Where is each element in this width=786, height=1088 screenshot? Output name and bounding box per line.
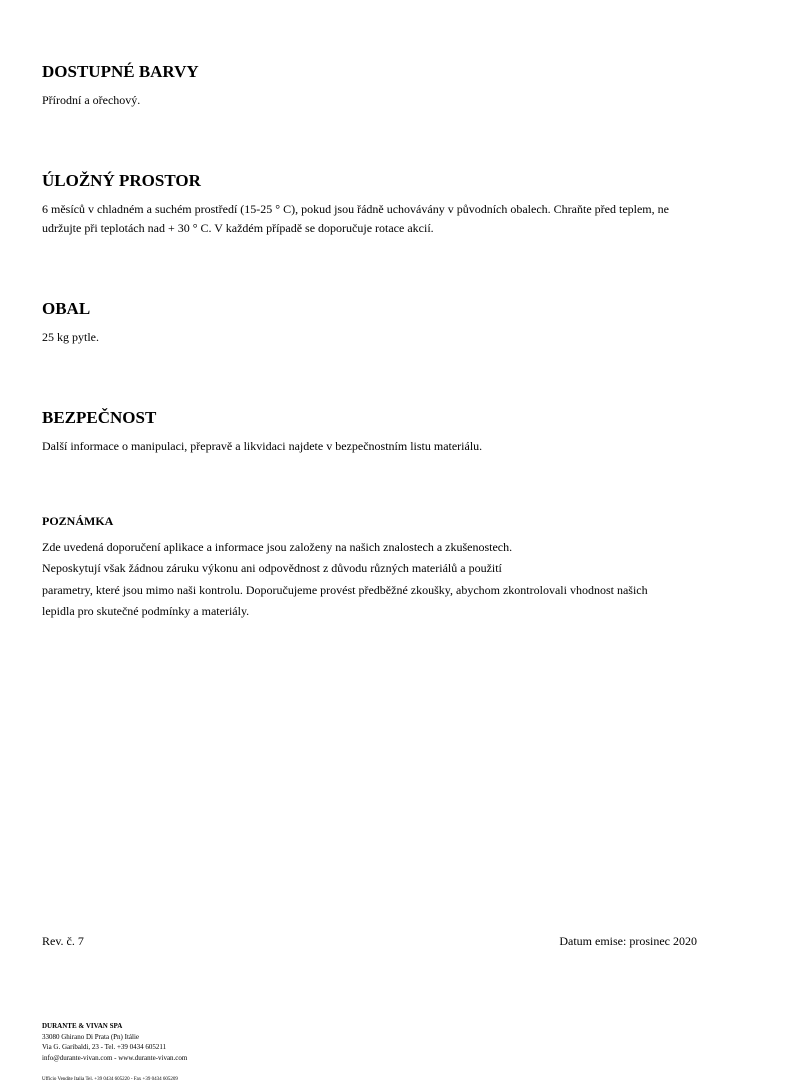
footer-contact: info@durante-vivan.com - www.durante-vivan.com xyxy=(42,1053,188,1062)
footer-company-name: DURANTE & VIVAN SPA xyxy=(42,1022,123,1030)
section-text-colors: Přírodní a ořechový. xyxy=(42,93,141,107)
footer-street-phone: Via G. Garibaldi, 23 - Tel. +39 0434 605211 xyxy=(42,1043,167,1051)
note-line-4: lepidla pro skutečné podmínky a materiály. xyxy=(42,604,250,618)
note-line-1: Zde uvedená doporučení aplikace a informace jsou založeny na našich znalostech a zkušenostech. xyxy=(42,540,513,554)
section-text-safety: Další informace o manipulaci, přepravě a likvidaci najdete v bezpečnostním listu materiálu. xyxy=(42,439,483,453)
footer-address: 33080 Ghirano Di Prata (Pn) Itálie xyxy=(42,1032,140,1041)
section-heading-colors: DOSTUPNÉ BARVY xyxy=(42,62,199,81)
section-heading-storage: ÚLOŽNÝ PROSTOR xyxy=(42,171,201,190)
footer-office-line: Ufficio Vendite Italia Tel. +39 0434 605220 - Fax +39 0434 605209 xyxy=(42,1077,178,1082)
section-heading-packaging: OBAL xyxy=(42,299,91,318)
section-text-storage-line-2: udržujte při teplotách nad + 30 ° C. V každém případě se doporučuje rotace akcií. xyxy=(42,221,434,235)
company-footer xyxy=(42,1021,187,1063)
revision-number: Rev. č. 7 xyxy=(42,934,84,948)
issue-date: Datum emise: prosinec 2020 xyxy=(559,934,697,948)
section-text-packaging: 25 kg pytle. xyxy=(42,330,99,344)
footer-office xyxy=(42,1076,178,1084)
note-line-3: parametry, které jsou mimo naši kontrolu. Doporučujeme provést předběžné zkoušky, abychom zkontrolovali vhodnost našich xyxy=(42,583,648,597)
section-heading-safety: BEZPEČNOST xyxy=(42,408,157,427)
section-text-storage-line-1: 6 měsíců v chladném a suchém prostředí (15-25 ° C), pokud jsou řádně uchovávány v původních obalech. Chraňte před teplem, ne xyxy=(42,202,669,216)
note-heading: POZNÁMKA xyxy=(42,514,114,528)
note-line-2: Neposkytují však žádnou záruku výkonu ani odpovědnost z důvodu různých materiálů a použití xyxy=(42,561,502,575)
